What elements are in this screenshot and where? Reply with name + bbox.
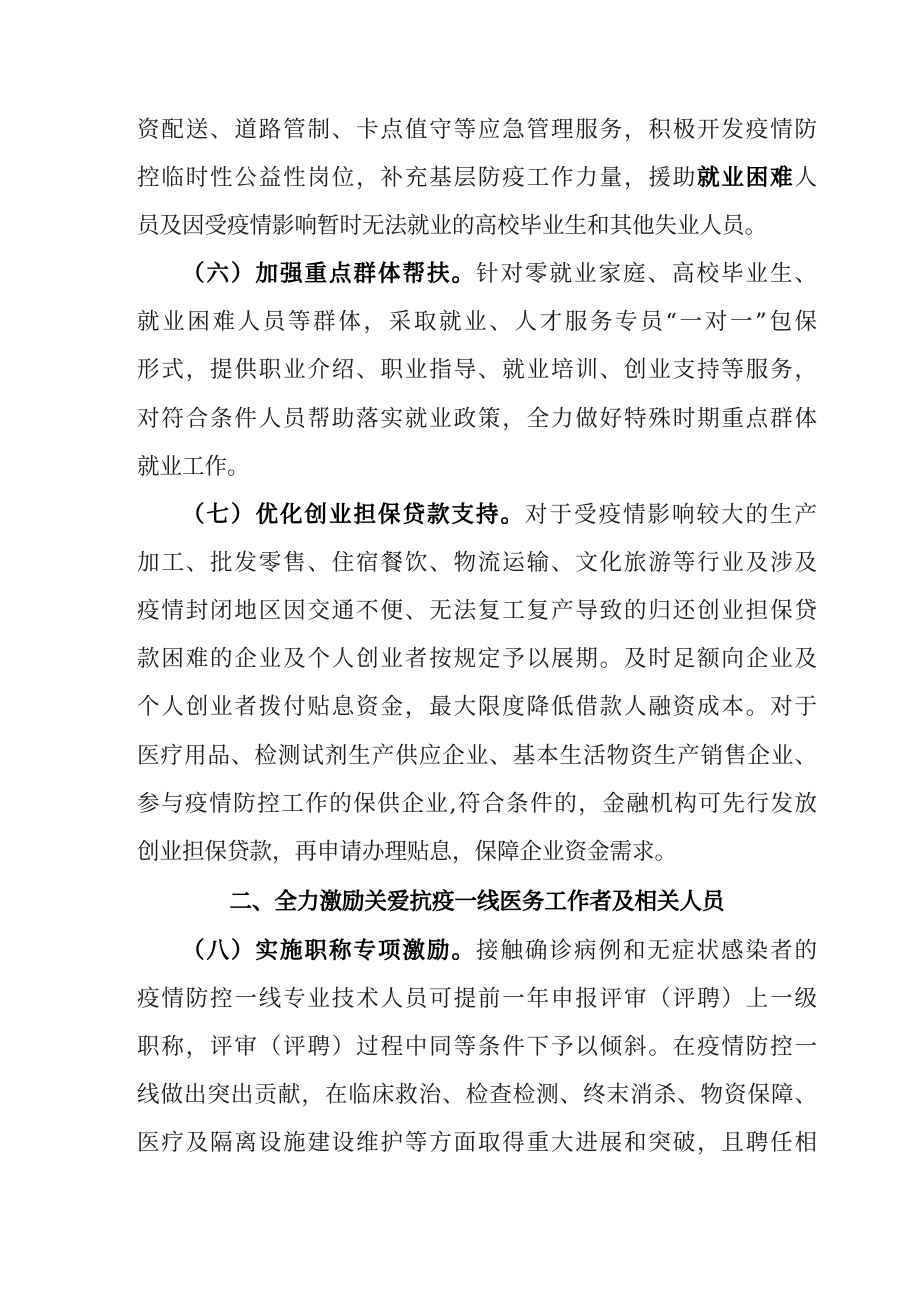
intro-line-2: [137, 158, 817, 198]
section8-line-1-rest: 接触确诊病例和无症状感染者的: [476, 938, 817, 964]
section6-line-1: [182, 254, 817, 294]
section8-line-3: 职称，评审（评聘）过程中同等条件下予以倾斜。在疫情防控一: [137, 1034, 817, 1060]
intro-line-2-text-a: 控临时性公益性岗位，补充基层防疫工作力量，援助: [137, 165, 698, 191]
intro-line-2-text-b: 人: [794, 165, 817, 191]
section8-line-5: 医疗及隔离设施建设维护等方面取得重大进展和突破，且聘任相: [137, 1130, 817, 1156]
section7-line-2: 加工、批发零售、住宿餐饮、物流运输、文化旅游等行业及涉及: [137, 550, 817, 576]
section7-line-4: 款困难的企业及个人创业者按规定予以展期。及时足额向企业及: [137, 646, 817, 672]
section7-line-7: 参与疫情防控工作的保供企业,符合条件的，金融机构可先行发放: [137, 791, 817, 817]
section8-title: （八）实施职称专项激励。: [182, 938, 476, 964]
section-heading-2: 二、全力激励关爱抗疫一线医务工作者及相关人员: [229, 889, 725, 915]
intro-line-1: 资配送、道路管制、卡点值守等应急管理服务，积极开发疫情防: [137, 117, 817, 143]
section7-line-1-rest: 对于受疫情影响较大的生产: [524, 502, 817, 528]
section6-line-5: 就业工作。: [137, 454, 250, 480]
section6-line-4: 对符合条件人员帮助落实就业政策，全力做好特殊时期重点群体: [137, 406, 817, 432]
section7-line-1: [182, 495, 817, 535]
section8-line-1: [182, 931, 817, 971]
intro-line-2-bold-term: 就业困难: [697, 165, 795, 191]
section7-line-8: 创业担保贷款，再申请办理贴息，保障企业资金需求。: [137, 839, 678, 865]
section6-line-2: 就业困难人员等群体，采取就业、人才服务专员“一对一”包保: [137, 309, 817, 335]
section8-line-4: 线做出突出贡献，在临床救治、检查检测、终末消杀、物资保障、: [137, 1082, 817, 1108]
intro-line-3: 员及因受疫情影响暂时无法就业的高校毕业生和其他失业人员。: [137, 213, 768, 239]
section8-line-2: 疫情防控一线专业技术人员可提前一年申报评审（评聘）上一级: [137, 986, 817, 1012]
section6-line-1-rest: 针对零就业家庭、高校毕业生、: [476, 261, 817, 287]
section7-line-3: 疫情封闭地区因交通不便、无法复工复产导致的归还创业担保贷: [137, 598, 817, 624]
section7-title: （七）优化创业担保贷款支持。: [182, 502, 525, 528]
section7-line-6: 医疗用品、检测试剂生产供应企业、基本生活物资生产销售企业、: [137, 743, 817, 769]
section7-line-5: 个人创业者拨付贴息资金，最大限度降低借款人融资成本。对于: [137, 694, 817, 720]
section6-line-3: 形式，提供职业介绍、职业指导、就业培训、创业支持等服务，: [137, 357, 817, 383]
section6-title: （六）加强重点群体帮扶。: [182, 261, 476, 287]
